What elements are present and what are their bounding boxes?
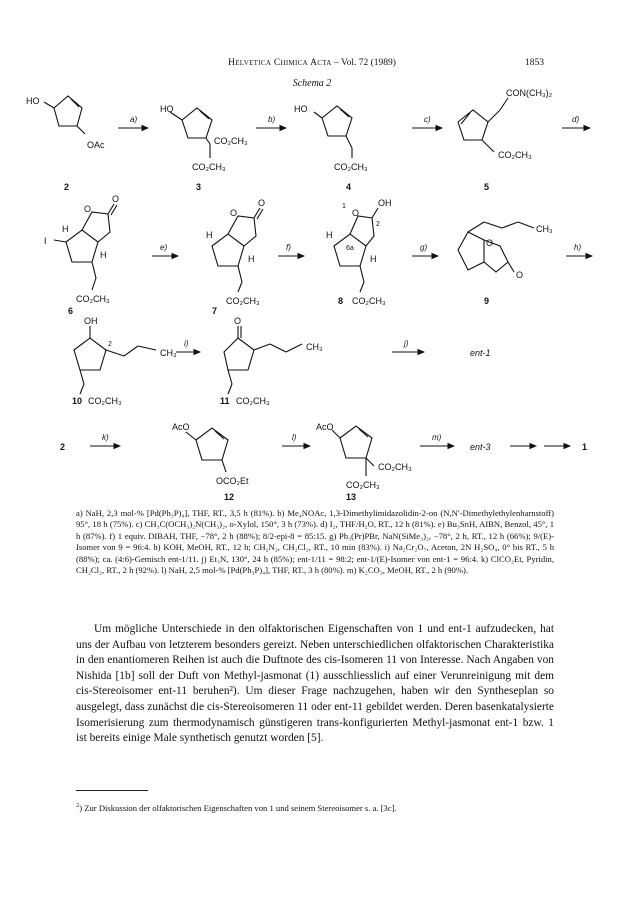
compound-12-label: 12: [224, 492, 235, 502]
label-oco2et: OCO₂Et: [216, 476, 249, 486]
label-o: O: [112, 194, 120, 204]
structure-5: [458, 88, 553, 192]
label-co2ch3: CO₂CH₃: [88, 396, 122, 406]
label-co2ch3: CO₂CH₃: [76, 294, 110, 304]
label-o: O: [516, 270, 524, 280]
compound-10-label: 10: [72, 396, 83, 406]
label-co2ch3: CO₂CH₃: [352, 296, 386, 306]
label-co2ch3: CO₂CH₃: [334, 162, 368, 172]
label-o: O: [84, 204, 92, 214]
label-co2ch3: CO₂CH₃: [226, 296, 260, 306]
structure-11: [220, 316, 323, 406]
arrow-label-e: e): [160, 243, 168, 252]
label-pos1: 1: [342, 203, 346, 210]
compound-9-label: 9: [484, 296, 490, 306]
compound-1-label: 1: [582, 442, 588, 452]
schema-title: Schema 2: [292, 78, 332, 89]
label-oac: OAc: [87, 140, 105, 150]
footnote-text: ) Zur Diskussion der olfaktorischen Eigenschaften von 1 und seinem Stereoisomer s. a. [3c].: [79, 802, 397, 813]
label-o: O: [352, 208, 360, 218]
compound-8-label: 8: [338, 296, 344, 306]
footnote: [76, 802, 554, 813]
label-co2ch3: CO₂CH₃: [498, 150, 532, 160]
structure-2: [26, 96, 105, 192]
body-paragraph: Um mögliche Unterschiede in den olfaktorischen Eigenschaften von 1 und ent-1 aufzudecken, hat uns der Aufbau von letzterem besonders gereizt. Neben unterschiedlichen olfaktorischen Charakteristika in den enantiomeren Reihen ist auch die Duftnote des cis-Isomeren 11 von Interesse. Nach Angaben von Nishida [1b] soll der Duft von Methyl-jasmonat (1) ausschliesslich auf einer Verunreinigung mit dem cis-Stereoisomer ent-11 beruhen²). Um dieser Frage nachzugehen, haben wir den Syntheseplan so ausgelegt, dass zunächst die cis-Stereoisomeren 11 oder ent-11 gebildet werden. Deren basenkatalysierte Isomerisierung zum thermodynamisch günstigeren trans-konfigurierten Methyl-jasmonat ent-1 bzw. 1 ist bereits einige Male synthetisch genutzt worden [5].: [76, 623, 554, 745]
journal-volume: – Vol. 72 (1989): [331, 58, 396, 68]
structure-13: [316, 422, 412, 502]
structure-12: [172, 422, 249, 502]
arrow-label-j: j): [404, 339, 409, 348]
label-co2ch3: CO₂CH₃: [192, 162, 226, 172]
arrow-label-a: a): [130, 115, 138, 124]
arrow-label-i: i): [184, 339, 189, 348]
footnote-rule: [76, 790, 148, 791]
arrow-label-d: d): [572, 115, 580, 124]
label-o: O: [234, 316, 242, 326]
label-i: I: [44, 236, 47, 246]
ent-3-label: ent-3: [470, 442, 491, 452]
label-ho: HO: [26, 96, 40, 106]
structure-6: [44, 194, 119, 316]
ent-1-label: ent-1: [470, 348, 491, 358]
label-o: O: [258, 198, 266, 208]
arrow-label-h: h): [574, 243, 582, 252]
structure-10: [72, 316, 177, 406]
label-aco: AcO: [316, 422, 334, 432]
structure-8: [326, 198, 392, 306]
label-aco: AcO: [172, 422, 190, 432]
arrow-label-f: f): [286, 243, 291, 252]
compound-6-label: 6: [68, 306, 74, 316]
label-h: H: [370, 254, 377, 264]
journal-name: Helvetica Chimica Acta: [228, 58, 332, 68]
compound-4-label: 4: [346, 182, 352, 192]
label-conch3: CON(CH₃)₂: [506, 88, 553, 98]
label-ho: HO: [160, 104, 174, 114]
label-co2ch3: CO₂CH₃: [378, 462, 412, 472]
compound-7-label: 7: [212, 306, 218, 316]
structure-3: [160, 104, 248, 192]
footnote-mark: 2: [76, 802, 80, 809]
reaction-conditions: a) NaH, 2,3 mol-% [Pd(Ph₃P)₄], THF, RT., 3,5 h (81%). b) Me₄NOAc, 1,3-Dimethylimidazolidin-2-on (N,N′-Dimethylethylenharnstoff) 95°, 18 h (75%). c) CH₃C(OCH₃)₂N(CH₃)₂, o-Xylol, 150°, 3 h (73%). d) I₂, THF/H₂O, RT., 12 h (81%). e) Bu₃SnH, AIBN, Benzol, 45°, 1 h (87%). f) 1 equiv. DIBAH, THF, −78°, 2 h (88%); 8/2-epi-8 = 85:15. g) Ph₃(Pr)PBr, NaN(SiMe₃)₂, −78°, 2 h, RT., 12 h (66%); 9/(E)-Isomer von 9 = 96:4. h) KOH, MeOH, RT., 12 h; CH₂N₂, CH₂Cl₂, RT., 10 min (83%). i) Na₂Cr₂O₇, Aceton, 2N H₂SO₄, 0° bis RT., 5 h (88%); ca. (4:6)-Gemisch ent-1/11. j) Et₃N, 130°, 24 h (85%); ent-1/11 = 98:2; ent-1/(E)-Isomer von ent-1 = 96:4. k) ClCO₂Et, Pyridin, CH₂Cl₂, RT., 2 h (92%). l) NaH, 2,5 mol-% [Pd(Ph₃P)₄], THF, RT., 3 h (80%). m) K₂CO₃, MeOH, RT., 2 h (90%).: [76, 508, 554, 576]
label-h: H: [326, 230, 333, 240]
label-co2ch3: CO₂CH₃: [236, 396, 270, 406]
arrow-label-c: c): [424, 115, 431, 124]
arrow-label-l: l): [292, 433, 297, 442]
label-pos6a: 6a: [346, 245, 354, 252]
compound-11-label: 11: [220, 396, 230, 406]
structure-9: [458, 222, 553, 306]
arrow-label-k: k): [102, 433, 109, 442]
label-co2ch3: CO₂CH₃: [214, 136, 248, 146]
label-h: H: [206, 230, 213, 240]
arrow-label-b: b): [268, 115, 276, 124]
label-oh: OH: [378, 198, 392, 208]
compound-13-label: 13: [346, 492, 357, 502]
label-ho: HO: [294, 104, 308, 114]
label-oh: OH: [84, 316, 98, 326]
label-pos2: 2: [376, 221, 380, 228]
label-h: H: [100, 250, 107, 260]
label-h: H: [248, 254, 255, 264]
page-number: 1853: [525, 58, 544, 68]
label-co2ch3: CO₂CH₃: [346, 480, 380, 490]
structure-7: [206, 198, 265, 316]
label-h: H: [62, 224, 69, 234]
label-ch3: CH₃: [536, 224, 553, 234]
arrow-label-g: g): [420, 243, 428, 252]
compound-5-label: 5: [484, 182, 490, 192]
label-pos2: 2: [108, 341, 112, 348]
structure-4: [294, 104, 368, 192]
arrow-label-m: m): [432, 433, 442, 442]
compound-3-label: 3: [196, 182, 202, 192]
compound-2-label: 2: [64, 182, 70, 192]
label-o: O: [230, 208, 238, 218]
label-ch3: CH₃: [306, 342, 323, 352]
label-ch3: CH₃: [160, 348, 177, 358]
compound-2-start: 2: [60, 442, 66, 452]
label-o: O: [486, 238, 494, 248]
